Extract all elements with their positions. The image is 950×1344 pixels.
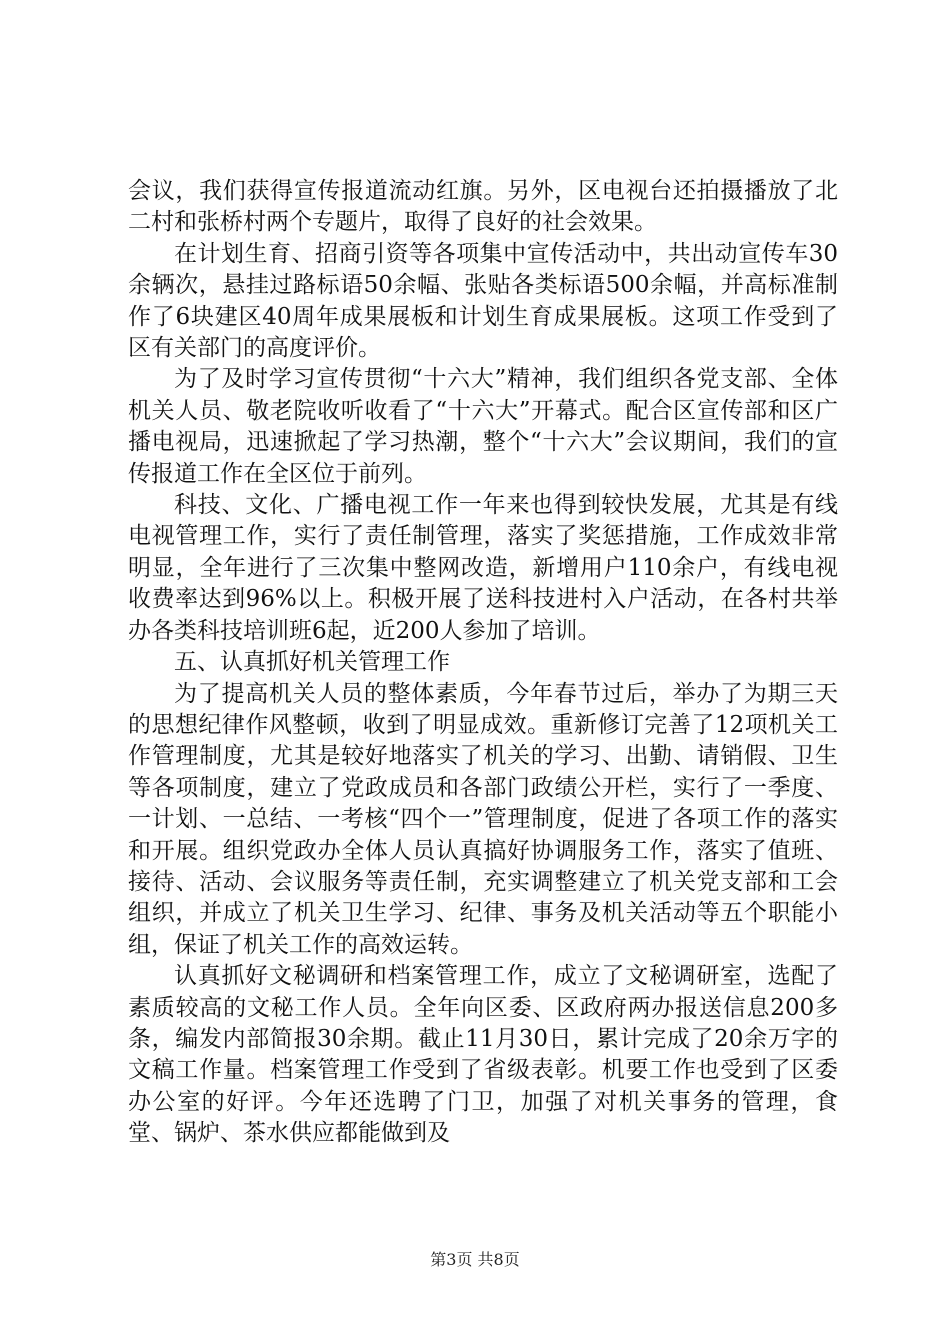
paragraph-sixteenth-congress: 为了及时学习宣传贯彻“十六大”精神，我们组织各党支部、全体机关人员、敬老院收听收看了“十六大”开幕式。配合区宣传部和区广播电视局，迅速掀起了学习热潮，整个“十六大”会议期间，我们的宣传报道工作在全区位于前列。 <box>128 366 838 487</box>
section-heading-office-management: 五、认真抓好机关管理工作 <box>174 649 450 676</box>
paragraph-secretarial-archives: 认真抓好文秘调研和档案管理工作，成立了文秘调研室，选配了素质较高的文秘工作人员。全年向区委、区政府两办报送信息200多条，编发内部简报30余期。截止11月30日，累计完成了20余万字的文稿工作量。档案管理工作受到了省级表彰。机要工作也受到了区委办公室的好评。今年还选聘了门卫，加强了对机关事务的管理，食堂、锅炉、茶水供应都能做到及 <box>128 963 838 1147</box>
paragraph-publicity-campaign: 在计划生育、招商引资等各项集中宣传活动中，共出动宣传车30余辆次，悬挂过路标语50余幅、张贴各类标语500余幅，并高标准制作了6块建区40周年成果展板和计划生育成果展板。这项工作受到了区有关部门的高度评价。 <box>128 240 838 362</box>
paragraph-staff-quality: 为了提高机关人员的整体素质，今年春节过后，举办了为期三天的思想纪律作风整顿，收到了明显成效。重新修订完善了12项机关工作管理制度，尤其是较好地落实了机关的学习、出勤、请销假、卫生等各项制度，建立了党政成员和各部门政绩公开栏，实行了一季度、一计划、一总结、一考核“四个一”管理制度，促进了各项工作的落实和开展。组织党政办全体人员认真搞好协调服务工作，落实了值班、接待、活动、会议服务等责任制，充实调整建立了机关党支部和工会组织，并成立了机关卫生学习、纪律、事务及机关活动等五个职能小组，保证了机关工作的高效运转。 <box>128 680 838 958</box>
document-body <box>128 176 838 1150</box>
page-footer: 第3页 共8页 <box>430 1250 520 1269</box>
paragraph-science-culture-tv: 科技、文化、广播电视工作一年来也得到较快发展，尤其是有线电视管理工作，实行了责任制管理，落实了奖惩措施，工作成效非常明显，全年进行了三次集中整网改造，新增用户110余户，有线电视收费率达到96%以上。积极开展了送科技进村入户活动，在各村共举办各类科技培训班6起，近200人参加了培训。 <box>128 492 838 644</box>
paragraph-continuation: 会议，我们获得宣传报道流动红旗。另外，区电视台还拍摄播放了北二村和张桥村两个专题片，取得了良好的社会效果。 <box>128 178 838 236</box>
